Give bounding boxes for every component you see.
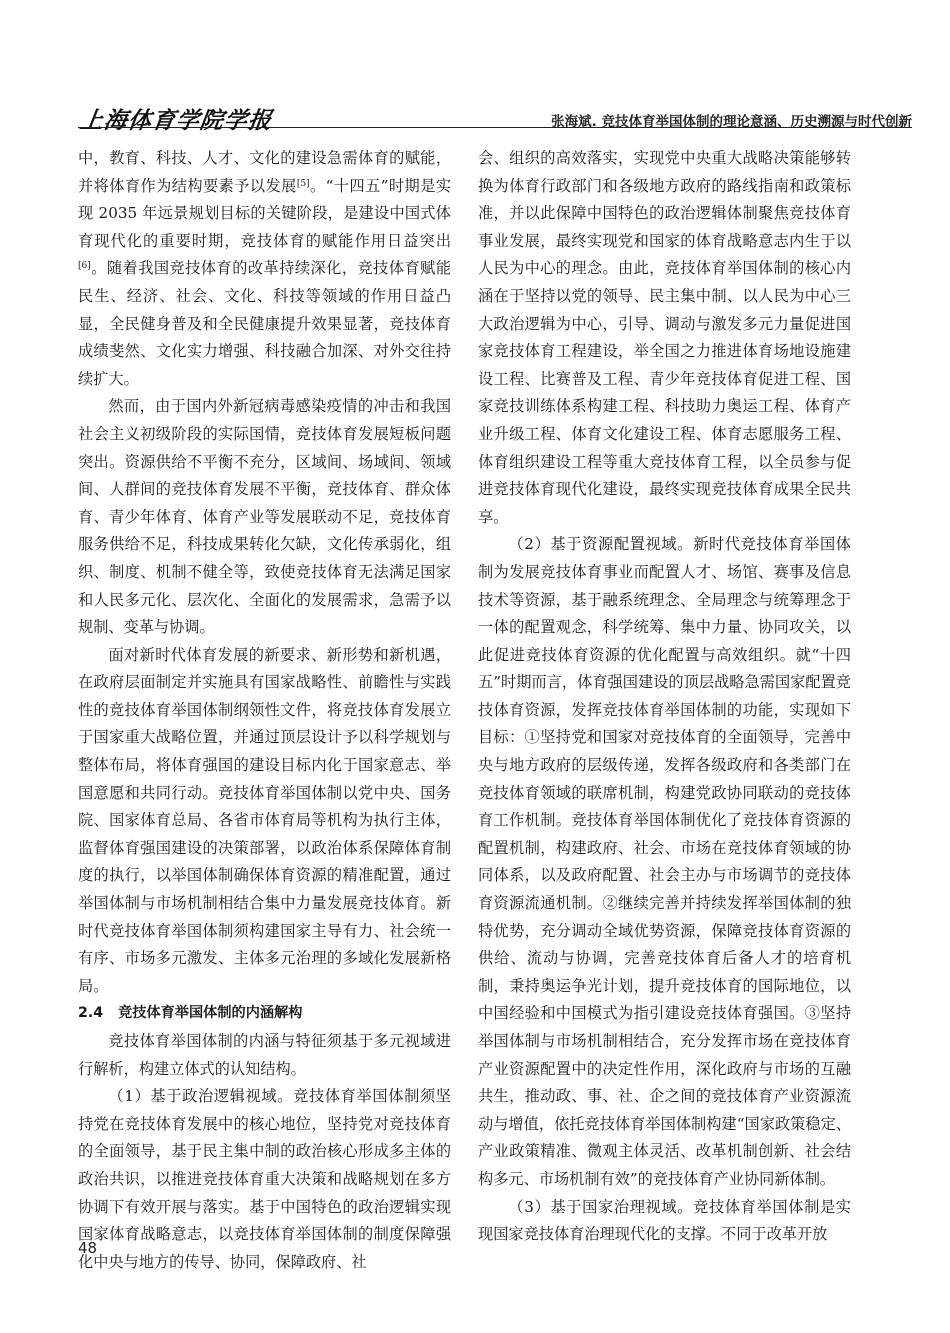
section-number: 2.4	[78, 1005, 104, 1022]
paragraph: （3）基于国家治理视域。竞技体育举国体制是实现国家竞技体育治理现代化的支撑。不同于改革开放	[478, 1197, 851, 1244]
paragraph: 然而，由于国内外新冠病毒感染疫情的冲击和我国社会主义初级阶段的实际国情，竞技体育发展短板问题突出。资源供给不平衡不充分，区域间、场域间、领域间、人群间的竞技体育发展不平衡，竞技体育、群众体育、青少年体育、体育产业等发展联动不足，竞技体育服务供给不足，科技成果转化欠缺，文化传承弱化，组织、制度、机制不健全等，致使竞技体育无法满足国家和人民多元化、层次化、全面化的发展需求，急需予以规制、变革与协调。	[78, 397, 451, 637]
paragraph: （1）基于政治逻辑视域。竞技体育举国体制须坚持党在竞技体育发展中的核心地位，坚持党对竞技体育的全面领导，基于民主集中制的政治核心形成多主体的政治共识，以推进竞技体育重大决策和战略规划在多方协调下有效开展与落实。基于中国特色的政治逻辑实现国家体育战略意志，以竞技体育举国体制的制度保障强化中央与地方的传导、协同，保障政府、社	[78, 1087, 451, 1271]
section-title: 竞技体育举国体制的内涵解构	[118, 1005, 303, 1022]
journal-logo: 上海体育学院学报	[78, 107, 274, 134]
citation: [6]	[78, 261, 91, 272]
header-rule	[78, 127, 912, 128]
paragraph: 面对新时代体育发展的新要求、新形势和新机遇，在政府层面制定并实施具有国家战略性、前瞻性与实践性的竞技体育举国体制纲领性文件，将竞技体育发展立于国家重大战略位置，并通过顶层设计予以科学规划与整体布局，将体育强国的建设目标内化于国家意志、举国意愿和共同行动。竞技体育举国体制以党中央、国务院、国家体育总局、各省市体育局等机构为执行主体，监督体育强国建设的决策部署，以政治体系保障体育制度的执行，以举国体制确保体育资源的精准配置，通过举国体制与市场机制相结合集中力量发展竞技体育。新时代竞技体育举国体制须构建国家主导有力、社会统一有序、市场多元激发、主体多元治理的多域化发展新格局。	[78, 645, 451, 995]
left-column	[78, 145, 451, 1276]
paragraph: 竞技体育举国体制的内涵与特征须基于多元视域进行解析，构建立体式的认知结构。	[78, 1032, 451, 1078]
page-number: 48	[78, 1239, 98, 1257]
section-heading	[78, 1000, 451, 1028]
paragraph: 中，教育、科技、人才、文化的建设急需体育的赋能，并将体育作为结构要素予以发展[5]。“十四五”时期是实现 2035 年远景规划目标的关键阶段，是建设中国式体育现代化的重要时期，竞技体育的赋能作用日益突出[6]。随着我国竞技体育的改革持续深化，竞技体育赋能民生、经济、社会、文化、科技等领域的作用日益凸显，全民健身普及和全民健康提升效果显著，竞技体育成绩斐然、文化实力增强、科技融合加深、对外交往持续扩大。	[78, 149, 452, 388]
running-title: 张海斌. 竞技体育举国体制的理论意涵、历史溯源与时代创新	[551, 114, 912, 130]
citation: [5]	[296, 178, 310, 189]
paragraph: 会、组织的高效落实，实现党中央重大战略决策能够转换为体育行政部门和各级地方政府的路线指南和政策标准，并以此保障中国特色的政治逻辑体制聚焦竞技体育事业发展，最终实现党和国家的体育战略意志内生于以人民为中心的理念。由此，竞技体育举国体制的核心内涵在于坚持以党的领导、民主集中制、以人民为中心三大政治逻辑为中心，引导、调动与激发多元力量促进国家竞技体育工程建设，举全国之力推进体育场地设施建设工程、比赛普及工程、青少年竞技体育促进工程、国家竞技训练体系构建工程、科技助力奥运工程、体育产业升级工程、体育文化建设工程、体育志愿服务工程、体育组织建设工程等重大竞技体育工程，以全员参与促进竞技体育现代化建设，最终实现竞技体育成果全民共享。	[478, 149, 851, 526]
paragraph: （2）基于资源配置视域。新时代竞技体育举国体制为发展竞技体育事业而配置人才、场馆、赛事及信息技术等资源，基于融系统理念、全局理念与统筹理念于一体的配置观念，科学统筹、集中力量、协同攻关，以此促进竞技体育资源的优化配置与高效组织。就“十四五”时期而言，体育强国建设的顶层战略急需国家配置竞技体育资源，发挥竞技体育举国体制的功能，实现如下目标：①坚持党和国家对竞技体育的全面领导，完善中央与地方政府的层级传递，发挥各级政府和各类部门在竞技体育领域的联席机制，构建党政协同联动的竞技体育工作机制。竞技体育举国体制优化了竞技体育资源的配置机制，构建政府、社会、市场在竞技体育领域的协同体系，以及政府配置、社会主办与市场调节的竞技体育资源流通机制。②继续完善并持续发挥举国体制的独特优势，充分调动全域优势资源，保障竞技体育资源的供给、流动与协调，完善竞技体育后备人才的培育机制，秉持奥运争光计划，提升竞技体育的国际地位，以中国经验和中国模式为指引建设竞技体育强国。③坚持举国体制与市场机制相结合，充分发挥市场在竞技体育产业资源配置中的决定性作用，深化政府与市场的互融共生，推动政、事、社、企之间的竞技体育产业资源流动与增值，依托竞技体育举国体制构建“国家政策稳定、产业政策精准、微观主体灵活、改革机制创新、社会结构多元、市场机制有效”的竞技体育产业协同新体制。	[478, 535, 851, 1188]
right-column	[478, 145, 851, 1249]
